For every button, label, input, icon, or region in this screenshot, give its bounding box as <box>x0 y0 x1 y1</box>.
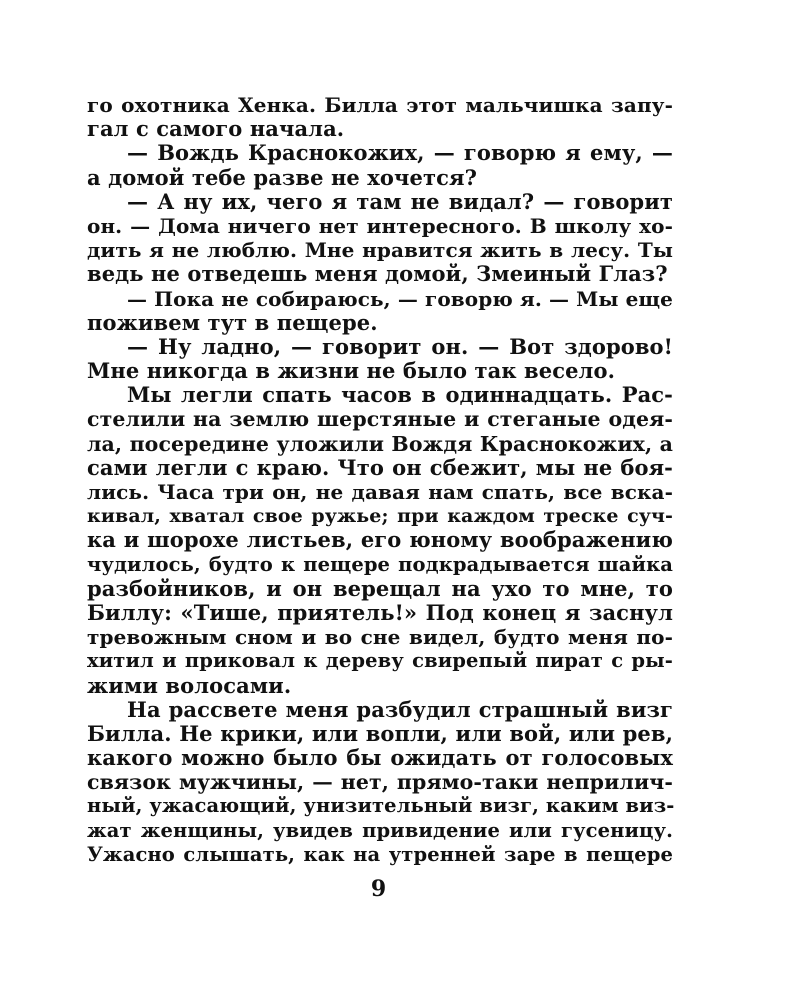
text-line: Мне никогда в жизни не было так весело. <box>87 358 615 384</box>
text-line: стелили на землю шерстяные и стеганые одея- <box>87 407 673 432</box>
text-line: ка и шорохе листьев, его юному воображению <box>87 527 673 553</box>
text-line: — Пока не собираюсь, — говорю я. — Мы еще <box>127 286 673 311</box>
text-line: разбойников, и он верещал на ухо то мне, то <box>87 575 673 601</box>
text-line: Биллу: «Тише, приятель!» Под конец я заснул <box>87 599 673 625</box>
text-line: ведь не отведешь меня домой, Змеиный Глаз? <box>87 261 668 287</box>
text-line: чудилось, будто к пещере подкрадывается шайка <box>87 552 673 576</box>
text-line: Ужасно слышать, как на утренней заре в пещере <box>87 842 673 866</box>
text-line: гал с самого начала. <box>87 116 345 142</box>
text-line: поживем тут в пещере. <box>87 309 378 335</box>
page-number: 9 <box>370 876 387 902</box>
text-line: он. — Дома ничего нет интересного. В школу хо- <box>87 213 673 238</box>
text-line: На рассвете меня разбудил страшный визг <box>127 696 673 722</box>
text-line: — Вождь Краснокожих, — говорю я ему, — <box>127 140 673 166</box>
text-line: — Ну ладно, — говорит он. — Вот здорово! <box>127 333 673 359</box>
text-line: тревожным сном и во сне видел, будто меня по- <box>87 625 673 650</box>
text-line: какого можно было бы ожидать от голосовых <box>87 745 673 771</box>
text-line: хитил и приковал к дереву свирепый пират с ры- <box>87 649 673 673</box>
text-line: Билла. Не крики, или вопли, или вой, или рев, <box>87 720 673 746</box>
text-line: лись. Часа три он, не давая нам спать, все вска- <box>87 480 673 504</box>
text-line: кивал, хватал свое ружье; при каждом треске суч- <box>87 505 673 528</box>
text-line: го охотника Хенка. Билла этот мальчишка запу- <box>87 93 673 117</box>
text-line: жат женщины, увидев привидение или гусеницу. <box>87 818 673 842</box>
text-line: а домой тебе разве не хочется? <box>87 164 477 190</box>
text-line: дить я не люблю. Мне нравится жить в лесу. Ты <box>87 238 673 263</box>
text-line: ла, посередине уложили Вождя Краснокожих, а <box>87 431 673 456</box>
text-line: — А ну их, чего я там не видал? — говорит <box>127 188 673 214</box>
text-line: жими волосами. <box>87 672 292 698</box>
text-line: Мы легли спать часов в одиннадцать. Рас- <box>127 382 673 408</box>
text-line: связок мужчины, — нет, прямо-таки неприлич- <box>87 770 673 795</box>
text-line: ный, ужасающий, унизительный визг, каким виз- <box>87 794 675 818</box>
text-line: сами легли с краю. Что он сбежит, мы не боя- <box>87 454 673 480</box>
body-text <box>87 93 673 867</box>
